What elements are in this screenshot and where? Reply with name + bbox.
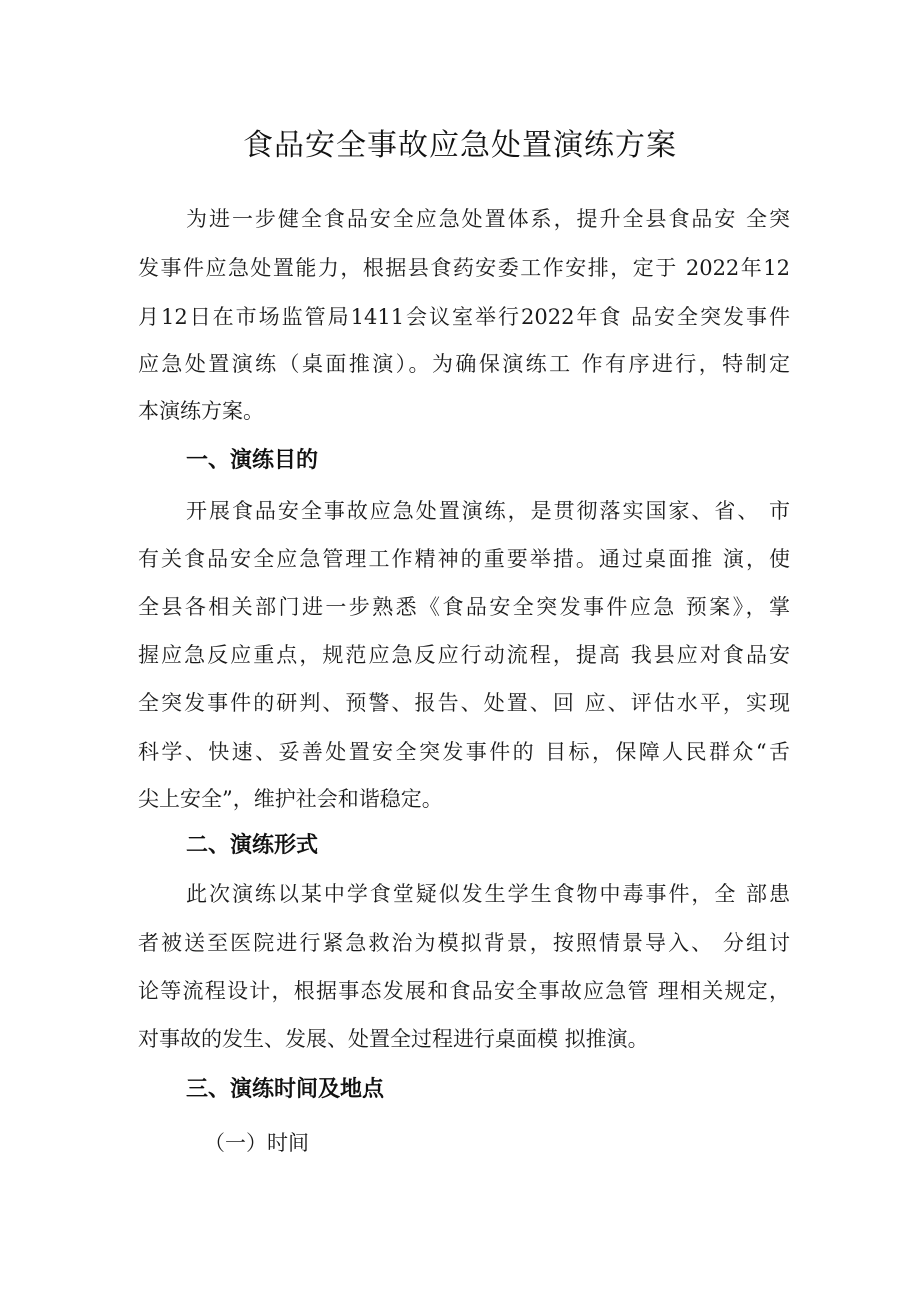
document-title: 食品安全事故应急处置演练方案 bbox=[243, 128, 677, 163]
intro-line: 本演练方案。 bbox=[138, 399, 264, 423]
intro-line: 为进一步健全食品安全应急处置体系，提升全县食品安 全突 bbox=[186, 207, 790, 231]
purpose-line: 开展食品安全事故应急处置演练，是贯彻落实国家、省、 市 bbox=[186, 499, 790, 523]
purpose-line: 全县各相关部门进一步熟悉《食品安全突发事件应急 预案》，掌 bbox=[138, 595, 790, 619]
intro-line: 月12日在市场监管局1411会议室举行2022年食 品安全突发事件 bbox=[138, 305, 790, 329]
purpose-line: 握应急反应重点，规范应急反应行动流程，提高 我县应对食品安 bbox=[138, 643, 790, 667]
section-heading-purpose: 一、演练目的 bbox=[186, 448, 319, 473]
format-line: 者被送至医院进行紧急救治为模拟背景，按照情景导入、 分组讨 bbox=[138, 931, 790, 955]
format-line: 此次演练以某中学食堂疑似发生学生食物中毒事件，全 部患 bbox=[186, 882, 790, 906]
intro-line: 发事件应急处置能力，根据县食药安委工作安排，定于 2022年12 bbox=[138, 256, 790, 280]
section-heading-format: 二、演练形式 bbox=[186, 833, 319, 858]
section-heading-time-place: 三、演练时间及地点 bbox=[186, 1077, 385, 1102]
intro-line: 应急处置演练（桌面推演）。为确保演练工 作有序进行，特制定 bbox=[138, 352, 790, 376]
purpose-line: 有关食品安全应急管理工作精神的重要举措。通过桌面推 演，使 bbox=[138, 547, 790, 571]
subsection-heading-time: （一）时间 bbox=[204, 1131, 309, 1155]
format-line: 论等流程设计，根据事态发展和食品安全事故应急管 理相关规定， bbox=[138, 979, 790, 1003]
purpose-line: 全突发事件的研判、预警、报告、处置、回 应、评估水平，实现 bbox=[138, 691, 790, 715]
purpose-line: 科学、快速、妥善处置安全突发事件的 目标，保障人民群众“舌 bbox=[138, 740, 790, 764]
purpose-line: 尖上安全”，维护社会和谐稳定。 bbox=[138, 787, 443, 811]
format-line: 对事故的发生、发展、处置全过程进行桌面模 拟推演。 bbox=[138, 1027, 649, 1051]
